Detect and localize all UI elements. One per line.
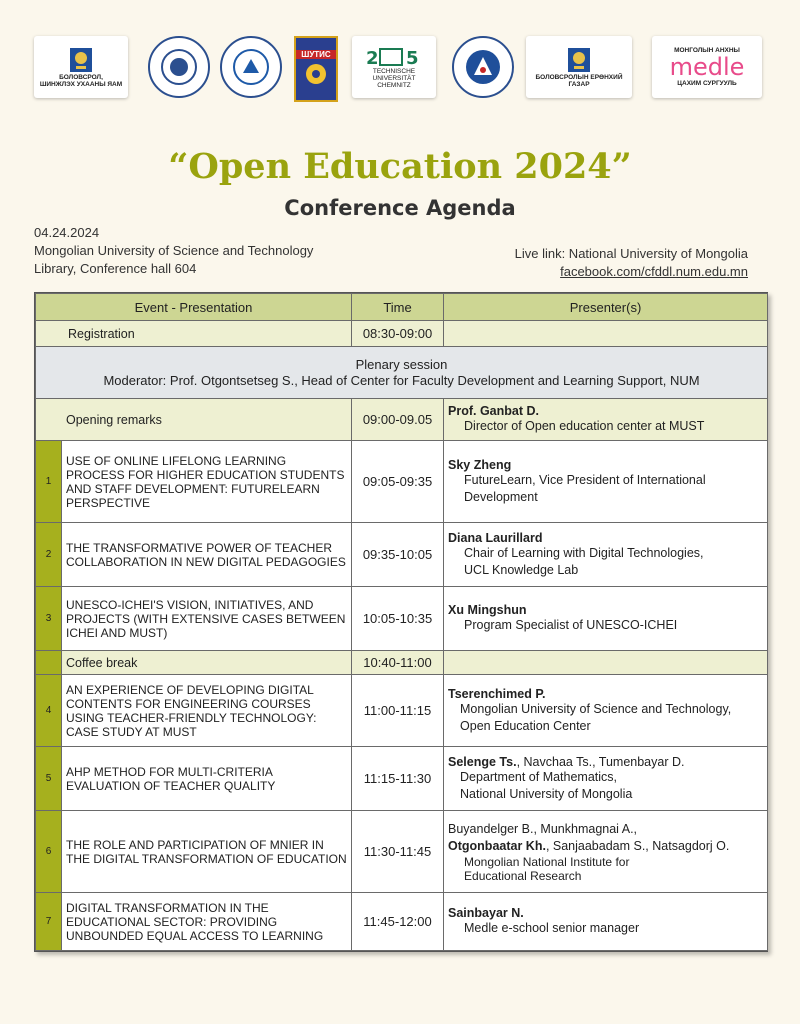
live-link[interactable]: facebook.com/cfddl.num.edu.mn xyxy=(560,264,748,279)
opening-row: Opening remarks 09:00-09.05 Prof. Ganbat D. Director of Open education center at MUST xyxy=(36,399,768,441)
svg-text:5: 5 xyxy=(406,47,419,68)
coffee-row: Coffee break 10:40-11:00 xyxy=(36,651,768,675)
header-event: Event - Presentation xyxy=(36,294,352,321)
mnums-seal-icon xyxy=(463,47,503,87)
tu-chemnitz-mark-icon xyxy=(364,46,424,68)
table-row: 4 AN EXPERIENCE OF DEVELOPING DIGITAL CONTENTS FOR ENGINEERING COURSES USING TEACHER-FRIENDLY TECHNOLOGY: CASE STUDY AT MUST 11:00-11:15 Tserenchimed P. Mongolian University of Science and Technology, Open Education Center xyxy=(36,675,768,747)
partner-logos xyxy=(34,36,766,100)
venue-line-1: Mongolian University of Science and Technology xyxy=(34,243,314,258)
emblem-icon xyxy=(68,46,94,74)
shutis-shield-icon xyxy=(302,59,330,89)
must-logo xyxy=(148,36,210,98)
table-row: 1 USE OF ONLINE LIFELONG LEARNING PROCESS FOR HIGHER EDUCATION STUDENTS AND STAFF DEVELOPMENT: FUTURELEARN PERSPECTIVE 09:05-09:35 Sky Zheng FutureLearn, Vice President of International Development xyxy=(36,441,768,523)
plenary-row: Plenary session Moderator: Prof. Otgontsetseg S., Head of Center for Faculty Development and Learning Support, NUM xyxy=(36,347,768,399)
education-agency-logo: БОЛОВСРОЛЫН ЕРӨНХИЙ ГАЗАР xyxy=(526,36,632,98)
page-title: “Open Education 2024” xyxy=(168,146,632,187)
event-date: 04.24.2024 xyxy=(34,225,100,240)
agenda-table xyxy=(34,292,768,952)
medle-logo: МОНГОЛЫН АНХНЫ medle ЦАХИМ СУРГУУЛЬ xyxy=(652,36,762,98)
header-time: Time xyxy=(352,294,444,321)
live-info xyxy=(515,245,748,281)
table-row: 3 UNESCO-ICHEI'S VISION, INITIATIVES, AND PROJECTS (WITH EXTENSIVE CASES BETWEEN ICHEI AND MUST) 10:05-10:35 Xu Mingshun Program Specialist of UNESCO-ICHEI xyxy=(36,587,768,651)
mnums-logo xyxy=(452,36,514,98)
table-row: 6 THE ROLE AND PARTICIPATION OF MNIER IN THE DIGITAL TRANSFORMATION OF EDUCATION 11:30-11:45 Buyandelger B., Munkhmagnai A., Otgonbaatar Kh., Sanjaabadam S., Natsagdorj O. Mongolian National Institute for Educational Research xyxy=(36,811,768,893)
svg-text:2: 2 xyxy=(366,47,379,68)
table-row: 2 THE TRANSFORMATIVE POWER OF TEACHER COLLABORATION IN NEW DIGITAL PEDAGOGIES 09:35-10:05 Diana Laurillard Chair of Learning with Digital Technologies, UCL Knowledge Lab xyxy=(36,523,768,587)
shutis-logo: ШУТИС xyxy=(294,36,338,102)
registration-row: Registration 08:30-09:00 xyxy=(36,321,768,347)
live-label: Live link: National University of Mongolia xyxy=(514,246,748,261)
venue-line-2: Library, Conference hall 604 xyxy=(34,261,197,276)
table-header xyxy=(36,294,768,321)
tu-chemnitz-logo: 2 5 TECHNISCHE UNIVERSITÄT CHEMNITZ xyxy=(352,36,436,98)
ministry-of-education-logo: БОЛОВСРОЛ, ШИНЖЛЭХ УХААНЫ ЯАМ xyxy=(34,36,128,98)
table-row: 5 AHP METHOD FOR MULTI-CRITERIA EVALUATION OF TEACHER QUALITY 11:15-11:30 Selenge Ts., Navchaa Ts., Tumenbayar D. Department of Mathematics, National University of Mongolia xyxy=(36,747,768,811)
agency-emblem-icon xyxy=(566,46,592,74)
num-seal-icon xyxy=(231,47,271,87)
table-row: 7 DIGITAL TRANSFORMATION IN THE EDUCATIONAL SECTOR: PROVIDING UNBOUNDED EQUAL ACCESS TO LEARNING 11:45-12:00 Sainbayar N. Medle e-school senior manager xyxy=(36,893,768,951)
must-seal-icon xyxy=(159,47,199,87)
venue-info xyxy=(34,224,313,278)
header-presenter: Presenter(s) xyxy=(444,294,768,321)
num-logo xyxy=(220,36,282,98)
page-subtitle: Conference Agenda xyxy=(284,196,516,220)
